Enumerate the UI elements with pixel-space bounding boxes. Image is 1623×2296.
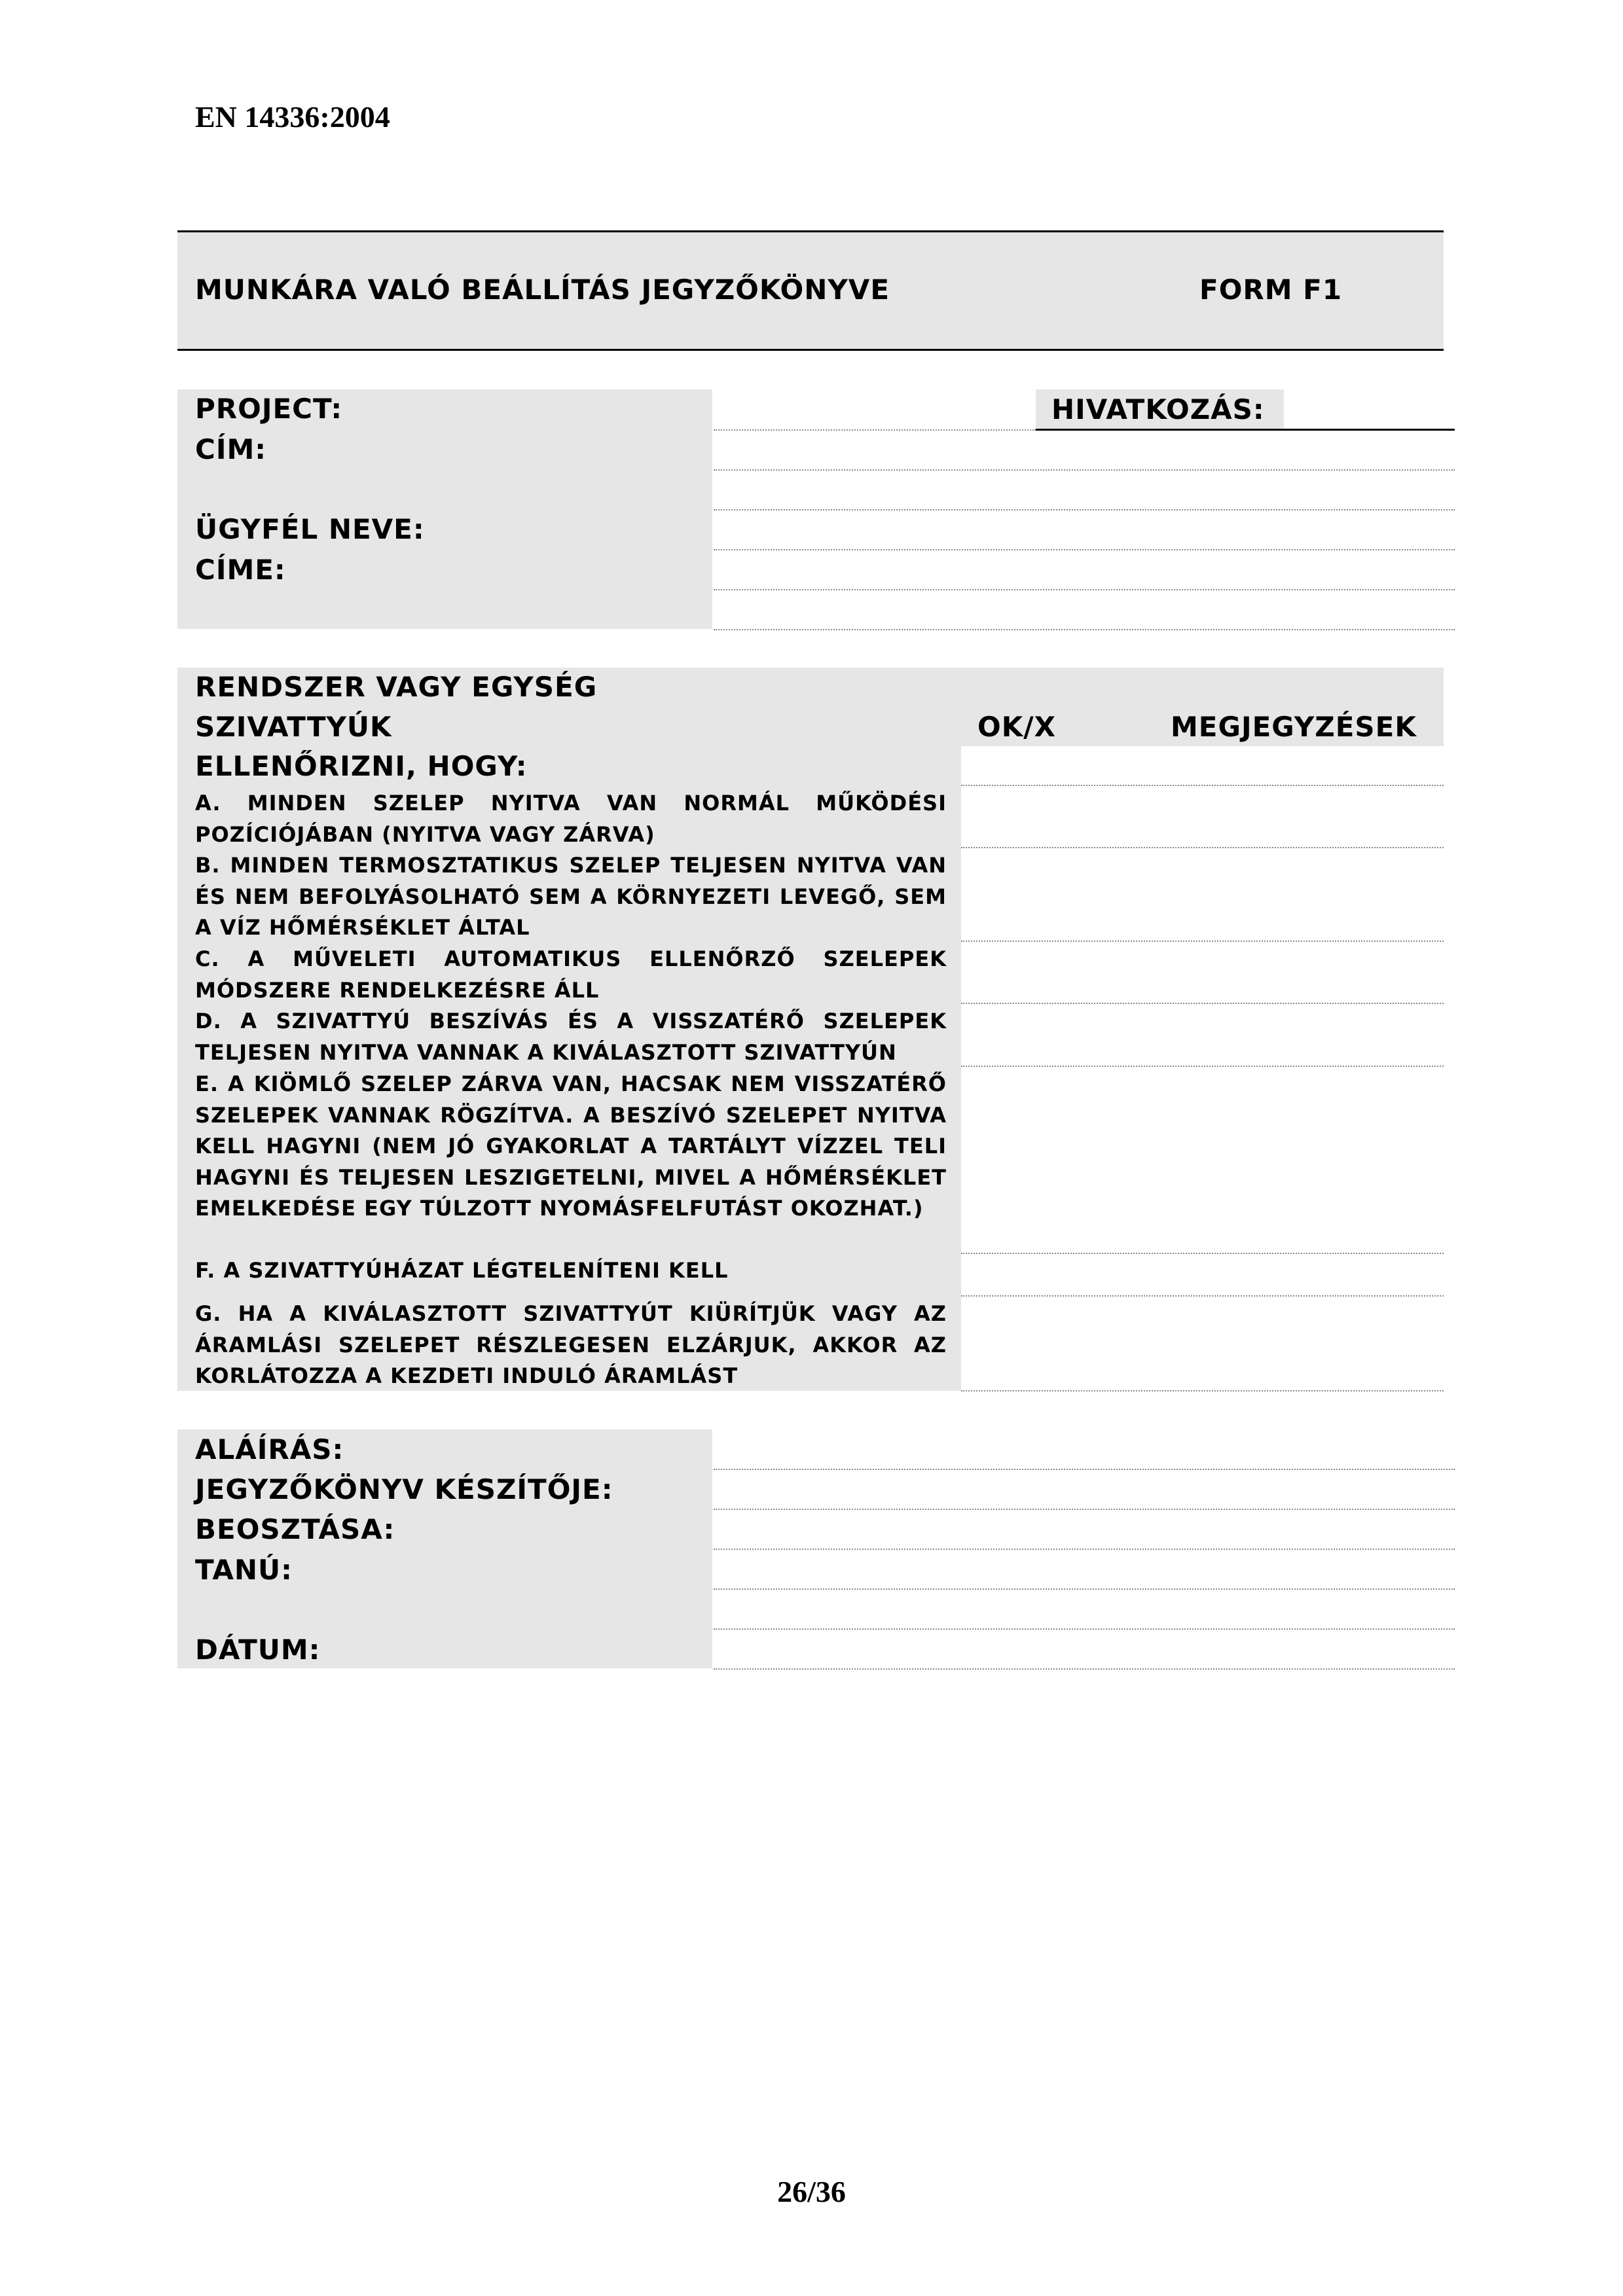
check-item-f: F. A SZIVATTYÚHÁZAT LÉGTELENÍTENI KELL xyxy=(195,1258,729,1283)
system-label: RENDSZER VAGY EGYSÉG xyxy=(195,671,598,703)
standard-number: EN 14336:2004 xyxy=(195,100,390,134)
title-bottom-rule xyxy=(177,349,1444,351)
check-response-line[interactable] xyxy=(961,847,1444,848)
witness-field-line-2[interactable] xyxy=(714,1628,1455,1630)
remarks-column-header: MEGJEGYZÉSEK xyxy=(1171,711,1417,743)
client-address-field-line[interactable] xyxy=(714,589,1455,590)
check-response-line[interactable] xyxy=(961,785,1444,786)
check-response-line[interactable] xyxy=(961,1066,1444,1067)
project-label-panel xyxy=(177,389,712,629)
check-item-d: D. A SZIVATTYÚ BESZÍVÁS ÉS A VISSZATÉRŐ SZELEPEK TELJESEN NYITVA VANNAK A KIVÁLASZTOTT SZIVATTYÚN xyxy=(195,1009,947,1065)
check-item-a: A. MINDEN SZELEP NYITVA VAN NORMÁL MŰKÖDÉSI POZÍCIÓJÁBAN (NYITVA VAGY ZÁRVA) xyxy=(195,791,947,847)
check-item-c: C. A MŰVELETI AUTOMATIKUS ELLENŐRZŐ SZELEPEK MÓDSZERE RENDELKEZÉSRE ÁLL xyxy=(195,946,947,1003)
check-response-line[interactable] xyxy=(961,1390,1444,1391)
check-item-b: B. MINDEN TERMOSZTATIKUS SZELEP TELJESEN NYITVA VAN ÉS NEM BEFOLYÁSOLHATÓ SEM A KÖRNYEZETI LEVEGŐ, SEM A VÍZ HŐMÉRSÉKLET ÁLTAL xyxy=(195,853,947,940)
check-item-e: E. A KIÖMLŐ SZELEP ZÁRVA VAN, HACSAK NEM VISSZATÉRŐ SZELEPEK VANNAK RÖGZÍTVA. A BESZÍVÓ SZELEPET NYITVA KELL HAGYNI (NEM JÓ GYAKORLAT A TARTÁLYT VÍZZEL TELI HAGYNI ÉS TELJESEN LESZIGETELNI, MIVEL A HŐMÉRSÉKLET EMELKEDÉSE EGY TÚLZOTT NYOMÁSFELFUTÁST OKOZHAT.) xyxy=(195,1071,947,1221)
position-field-line[interactable] xyxy=(714,1549,1455,1550)
project-field-line[interactable] xyxy=(714,429,1036,431)
author-label: JEGYZŐKÖNYV KÉSZÍTŐJE: xyxy=(195,1473,613,1505)
reference-underline xyxy=(1036,429,1455,431)
client-name-label: ÜGYFÉL NEVE: xyxy=(195,513,425,545)
check-item-g: G. HA A KIVÁLASZTOTT SZIVATTYÚT KIÜRÍTJÜK VAGY AZ ÁRAMLÁSI SZELEPET RÉSZLEGESEN ELZÁRJUK, AKKOR AZ KORLÁTOZZA A KEZDETI INDULÓ ÁRAMLÁST xyxy=(195,1301,947,1388)
position-label: BEOSZTÁSA: xyxy=(195,1513,395,1545)
verify-label: ELLENŐRIZNI, HOGY: xyxy=(195,750,528,782)
page-number: 26/36 xyxy=(777,2175,846,2208)
check-response-line[interactable] xyxy=(961,1295,1444,1297)
signature-label: ALÁÍRÁS: xyxy=(195,1433,344,1465)
check-response-line[interactable] xyxy=(961,941,1444,942)
address-field-line-2[interactable] xyxy=(714,509,1455,511)
check-response-line[interactable] xyxy=(961,1003,1444,1004)
client-address-field-line-2[interactable] xyxy=(714,629,1455,630)
date-label: DÁTUM: xyxy=(195,1634,321,1666)
ok-column-header: OK/X xyxy=(977,711,1056,743)
client-name-field-line[interactable] xyxy=(714,549,1455,550)
date-field-line[interactable] xyxy=(714,1668,1455,1670)
pumps-label: SZIVATTYÚK xyxy=(195,711,392,743)
reference-label: HIVATKOZÁS: xyxy=(1051,393,1265,425)
signature-field-line[interactable] xyxy=(714,1469,1455,1470)
check-response-line[interactable] xyxy=(961,1253,1444,1254)
form-code: FORM F1 xyxy=(1199,274,1343,306)
form-title: MUNKÁRA VALÓ BEÁLLÍTÁS JEGYZŐKÖNYVE xyxy=(195,274,890,306)
address-label: CÍM: xyxy=(195,433,267,465)
witness-field-line[interactable] xyxy=(714,1588,1455,1590)
project-label: PROJECT: xyxy=(195,393,343,425)
author-field-line[interactable] xyxy=(714,1509,1455,1510)
witness-label: TANÚ: xyxy=(195,1554,293,1586)
address-field-line[interactable] xyxy=(714,469,1455,471)
client-address-label: CÍME: xyxy=(195,554,286,586)
